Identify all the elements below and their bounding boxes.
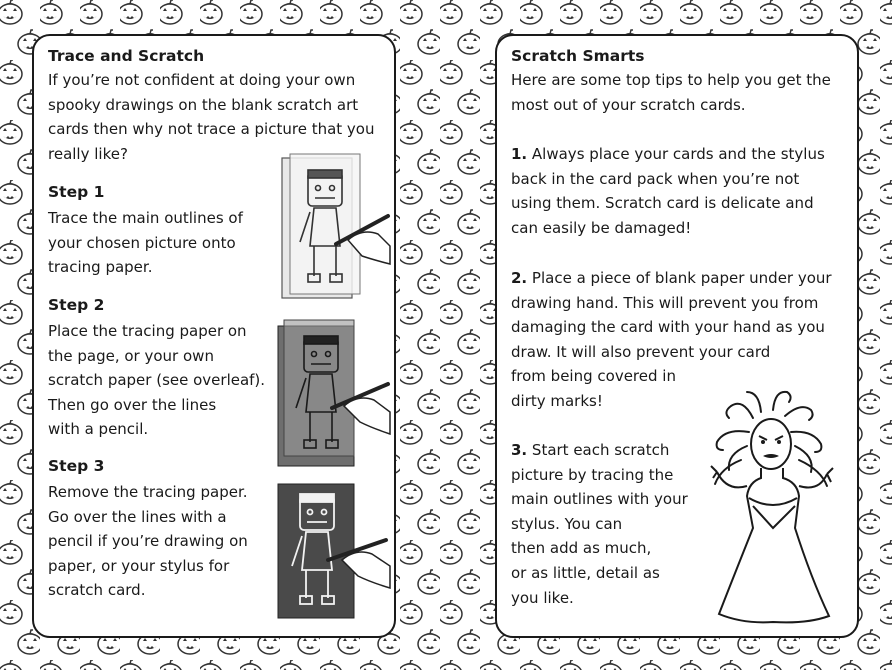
- tip-2: 2. Place a piece of blank paper under your drawing hand. This will prevent you from damaging the card with your hand as you draw. It will also prevent your card: [511, 269, 832, 361]
- tip-1: 1. Always place your cards and the stylus back in the card pack when you’re not using them. Scratch card is delicate and can easily be damaged!: [511, 145, 825, 237]
- scratch-overlay-illustration: [272, 316, 394, 468]
- scratched-card-illustration: [274, 480, 392, 622]
- trace-and-scratch-panel: [32, 34, 396, 638]
- step1-text: Trace the main outlines of your chosen picture onto tracing paper.: [48, 209, 243, 277]
- panel-title: Trace and Scratch: [48, 47, 205, 65]
- intro-text: Here are some top tips to help you get the most out of your scratch cards.: [511, 71, 831, 114]
- tip-2-continued: from being covered in dirty marks!: [511, 367, 676, 410]
- step3-heading: Step 3: [48, 457, 105, 475]
- scratch-smarts-panel: [495, 34, 859, 638]
- step1-heading: Step 1: [48, 183, 105, 201]
- tip-3: 3. Start each scratch picture by tracing the main outlines with your stylus. You can then add as much, or as little, detail as you like.: [511, 441, 688, 607]
- step2-heading: Step 2: [48, 296, 105, 314]
- medusa-illustration: [703, 388, 843, 628]
- panel-title: Scratch Smarts: [511, 47, 645, 65]
- step2-text: Place the tracing paper on the page, or your own scratch paper (see overleaf). Then go over the lines with a pencil.: [48, 322, 266, 439]
- intro-text: If you’re not confident at doing your own spooky drawings on the blank scratch art cards then why not trace a picture that you really like?: [48, 71, 375, 163]
- tracing-frankenstein-illustration: [270, 152, 392, 304]
- step3-text: Remove the tracing paper. Go over the lines with a pencil if you’re drawing on paper, or your stylus for scratch card.: [48, 483, 248, 600]
